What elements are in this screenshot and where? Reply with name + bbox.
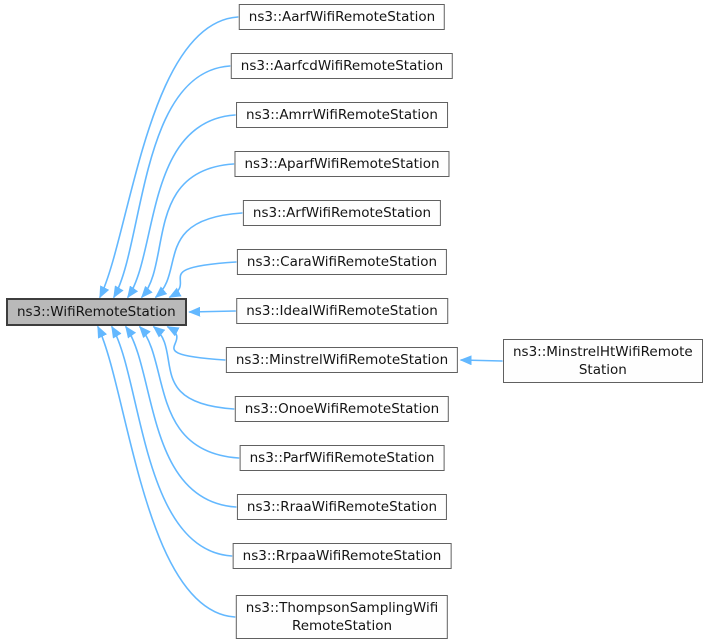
inheritance-edge [170,262,236,297]
class-node[interactable] [243,200,441,226]
inheritance-edge [142,164,233,297]
class-label: ns3::MinstrelWifiRemoteStation [235,352,449,368]
class-label: ns3::AparfWifiRemoteStation [244,156,440,172]
class-node[interactable] [237,494,447,520]
class-label: ns3::WifiRemoteStation [17,304,176,320]
class-node[interactable] [236,595,448,639]
class-label: ns3::ArfWifiRemoteStation [252,205,432,221]
class-label: ns3::OnoeWifiRemoteStation [244,401,440,417]
class-label: ns3::AmrrWifiRemoteStation [246,107,438,123]
inheritance-edge [126,327,236,507]
inheritance-edge [168,327,225,360]
class-node[interactable] [231,53,453,79]
inheritance-edge [190,311,236,312]
class-node[interactable] [235,396,449,422]
inheritance-edge [114,66,230,297]
class-label: Station [578,362,627,378]
inheritance-edge [128,115,235,297]
class-label: ns3::MinstrelHtWifiRemote [513,344,693,360]
class-label: ns3::AarfWifiRemoteStation [248,9,436,25]
inheritance-edge [100,17,238,297]
class-label: ns3::RrpaaWifiRemoteStation [242,548,442,564]
class-node[interactable] [226,347,458,373]
class-node[interactable] [233,543,452,569]
class-label: RemoteStation [291,618,393,634]
class-label: ns3::IdealWifiRemoteStation [246,303,438,319]
class-label: ns3::AarfcdWifiRemoteStation [240,58,444,74]
inheritance-edge [156,213,242,297]
class-node[interactable] [239,4,445,30]
class-node[interactable] [237,249,447,275]
class-node[interactable] [236,102,448,128]
class-label: ns3::ThompsonSamplingWifi [245,600,439,616]
class-node[interactable] [236,298,448,324]
inheritance-edge [140,327,239,458]
class-label: ns3::CaraWifiRemoteStation [246,254,438,270]
class-node[interactable] [240,445,445,471]
class-node[interactable] [503,339,703,383]
inheritance-edge [154,327,234,409]
inheritance-edge [461,360,502,361]
class-label: ns3::ParfWifiRemoteStation [249,450,435,466]
class-label: ns3::RraaWifiRemoteStation [246,499,438,515]
inheritance-edge [112,327,232,556]
class-node[interactable] [234,151,449,177]
inheritance-edge [98,327,235,617]
base-class-node[interactable] [6,298,187,326]
